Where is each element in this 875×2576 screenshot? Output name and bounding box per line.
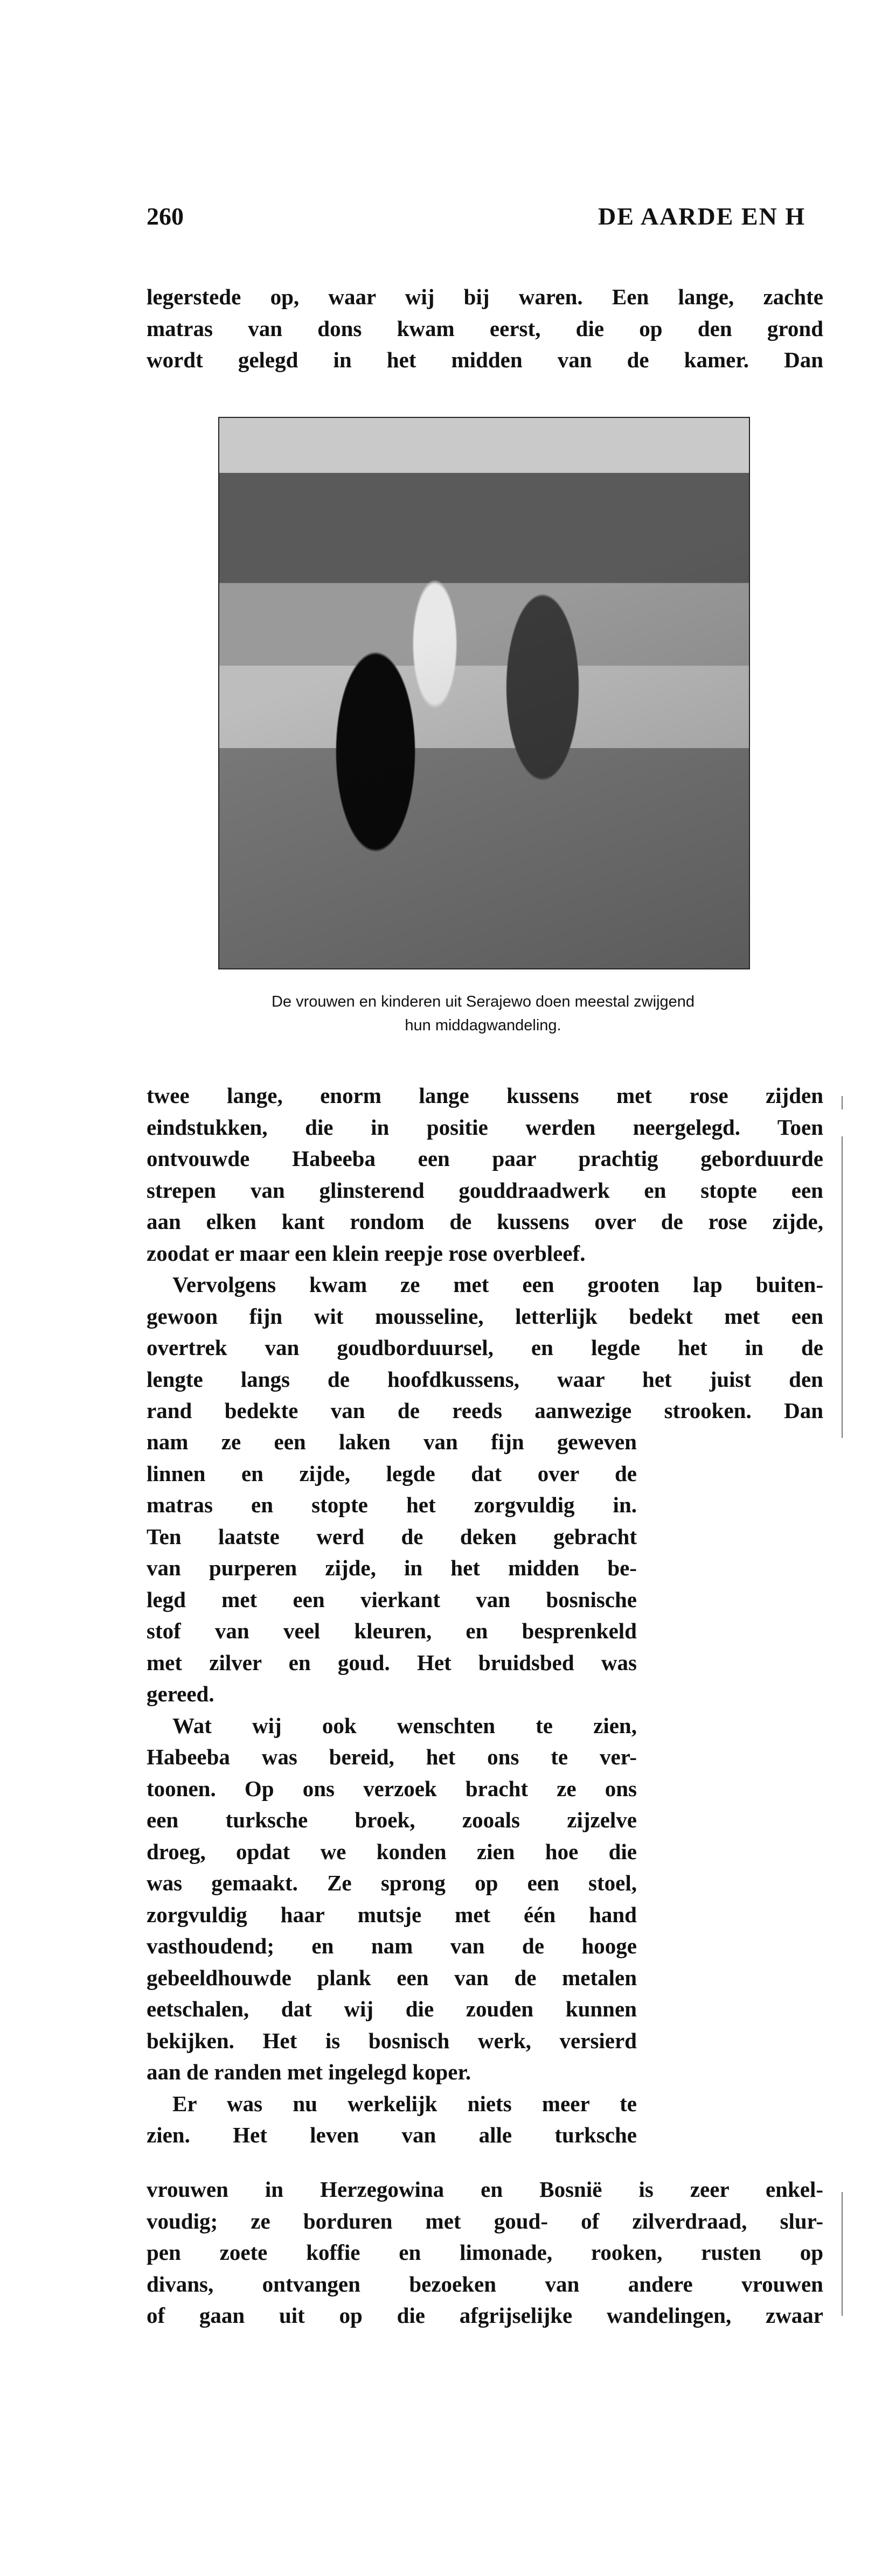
scan-mark [842,2192,843,2316]
text-block-narrow [147,1426,637,2151]
text-line: gereed. [147,1681,214,1706]
text-line: eetschalen, dat wij die zouden kunnen [147,1996,637,2021]
text-line: was gemaakt. Ze sprong op een stoel, [147,1870,637,1895]
text-line: matras van dons kwam eerst, die op den grond [147,316,823,341]
text-line: zoodat er maar een klein reepje rose overbleef. [147,1240,586,1266]
text-line: Wat wij ook wenschten te zien, [172,1713,637,1738]
caption-line: hun middagwandeling. [405,1017,561,1034]
text-line: aan elken kant rondom de kussens over de rose zijde, [147,1209,823,1234]
text-line: Er was nu werkelijk niets meer te [172,2091,637,2116]
page-number: 260 [147,203,184,230]
text-line: matras en stopte het zorgvuldig in. [147,1492,637,1517]
text-line: legd met een vierkant van bosnische [147,1587,637,1612]
text-line: legerstede op, waar wij bij waren. Een lange, zachte [147,284,823,309]
text-line: vrouwen in Herzegowina en Bosnië is zeer enkel- [147,2177,823,2202]
text-line: rand bedekte van de reeds aanwezige strooken. Dan [147,1398,823,1423]
text-line: stof van veel kleuren, en besprenkeld [147,1618,637,1643]
text-line: eindstukken, die in positie werden neergelegd. Toen [147,1114,823,1140]
text-line: divans, ontvangen bezoeken van andere vrouwen [147,2271,823,2296]
text-line: aan de randen met ingelegd koper. [147,2060,471,2084]
scan-mark [842,1096,843,1109]
text-line: Ten laatste werd de deken gebracht [147,1524,637,1549]
text-line: of gaan uit op die afgrijselijke wandelingen, zwaar [147,2303,823,2328]
text-line: linnen en zijde, legde dat over de [147,1461,637,1486]
text-line: voudig; ze borduren met goud- of zilverdraad, slur- [147,2208,823,2233]
text-line: droeg, opdat we konden zien hoe die [147,1839,637,1864]
figure-caption [218,990,748,1037]
text-line: wordt gelegd in het midden van de kamer. Dan [147,347,823,372]
text-block-bottom [147,2174,823,2331]
text-line: zorgvuldig haar mutsje met één hand [147,1902,637,1927]
running-head: DE AARDE EN H [598,203,806,230]
text-line: vasthoudend; en nam van de hooge [147,1933,637,1958]
text-line: lengte langs de hoofdkussens, waar het juist den [147,1366,823,1392]
scan-mark [842,1136,843,1438]
photo-women-serajewo [218,417,750,969]
text-line: toonen. Op ons verzoek bracht ze ons [147,1776,637,1801]
text-line: gebeeldhouwde plank een van de metalen [147,1965,637,1990]
text-line: gewoon fijn wit mousseline, letterlijk bedekt met een [147,1303,823,1329]
text-line: bekijken. Het is bosnisch werk, versierd [147,2028,637,2053]
text-line: een turksche broek, zooals zijzelve [147,1807,637,1832]
text-block-top [147,281,823,376]
text-line: overtrek van goudborduursel, en legde het in de [147,1335,823,1360]
text-line: twee lange, enorm lange kussens met rose zijden [147,1083,823,1108]
text-line: Vervolgens kwam ze met een grooten lap buiten- [172,1272,823,1297]
text-line: pen zoete koffie en limonade, rooken, rusten op [147,2240,823,2265]
text-line: ontvouwde Habeeba een paar prachtig geborduurde [147,1146,823,1171]
text-line: Habeeba was bereid, het ons te ver- [147,1744,637,1769]
text-line: nam ze een laken van fijn geweven [147,1429,637,1454]
text-line: van purperen zijde, in het midden be- [147,1555,637,1580]
text-line: zien. Het leven van alle turksche [147,2123,637,2147]
text-line: strepen van glinsterend gouddraadwerk en stopte een [147,1177,823,1203]
caption-line: De vrouwen en kinderen uit Serajewo doen meestal zwijgend [271,993,695,1010]
text-line: met zilver en goud. Het bruidsbed was [147,1650,637,1675]
text-block-main [147,1080,823,1427]
